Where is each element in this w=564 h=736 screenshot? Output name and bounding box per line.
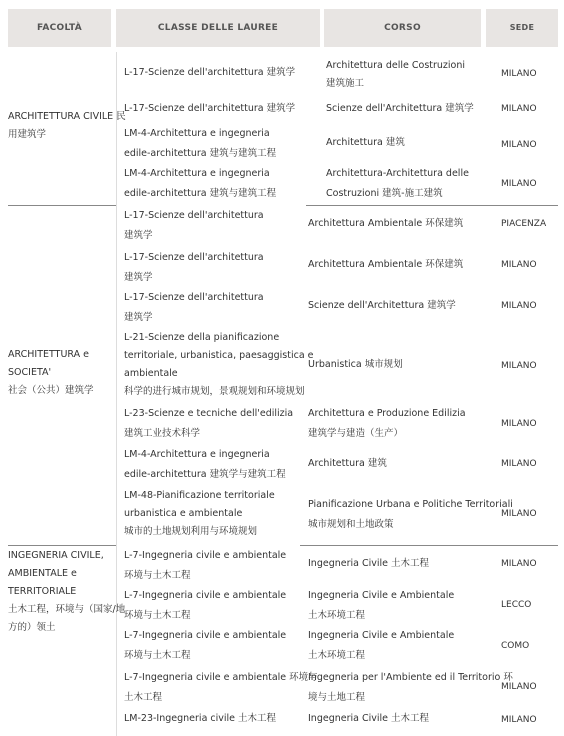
classe-line: 建筑学 bbox=[124, 312, 153, 323]
classe-line: L-23-Scienze e tecniche dell'edilizia bbox=[124, 408, 294, 419]
classe-line: L-17-Scienze dell'architettura 建筑学 bbox=[124, 67, 296, 78]
classe-line: LM-4-Architettura e ingegneria bbox=[124, 449, 270, 460]
corso-line: Scienze dell'Architettura 建筑学 bbox=[326, 103, 474, 114]
faculty-line: AMBIENTALE e bbox=[8, 568, 77, 579]
classe-line: L-7-Ingegneria civile e ambientale bbox=[124, 630, 287, 641]
classe-cell bbox=[124, 668, 318, 708]
classe-line: L-17-Scienze dell'architettura bbox=[124, 292, 264, 303]
header-facolta-label: FACOLTÀ bbox=[36, 23, 83, 33]
classe-line: L-7-Ingegneria civile e ambientale 环境与 bbox=[124, 672, 318, 683]
corso-cell bbox=[308, 495, 513, 535]
corso-line: Architettura e Produzione Edilizia bbox=[308, 408, 466, 419]
corso-line: Architettura Ambientale 环保建筑 bbox=[308, 218, 464, 229]
sede-cell: MILANO bbox=[501, 459, 537, 469]
classe-cell bbox=[124, 404, 293, 444]
sede-cell: MILANO bbox=[501, 715, 537, 725]
faculty-architettura-societa bbox=[8, 346, 94, 400]
corso-cell bbox=[308, 355, 403, 375]
classe-line: edile-architettura 建筑与建筑工程 bbox=[124, 148, 277, 159]
corso-line: Architettura-Architettura delle bbox=[326, 168, 469, 179]
classe-line: L-17-Scienze dell'architettura bbox=[124, 252, 264, 263]
classe-cell bbox=[124, 586, 286, 626]
corso-cell bbox=[326, 57, 465, 93]
header-facolta bbox=[8, 9, 111, 47]
corso-line: Ingegneria Civile 土木工程 bbox=[308, 558, 430, 569]
corso-line: Ingegneria per l'Ambiente ed il Territorio 环 bbox=[308, 672, 513, 683]
corso-cell bbox=[308, 404, 466, 444]
classe-cell bbox=[124, 206, 264, 246]
corso-cell bbox=[308, 626, 454, 666]
corso-line: Architettura delle Costruzioni bbox=[326, 60, 466, 71]
sede-cell: MILANO bbox=[501, 104, 537, 114]
sede-cell: MILANO bbox=[501, 419, 537, 429]
sede-cell: MILANO bbox=[501, 559, 537, 569]
sede-cell: LECCO bbox=[501, 600, 532, 610]
group-separator bbox=[306, 205, 558, 206]
corso-line: Urbanistica 城市规划 bbox=[308, 359, 403, 370]
corso-line: 建筑学与建造（生产） bbox=[308, 428, 404, 439]
classe-cell bbox=[124, 164, 276, 204]
group-separator bbox=[8, 545, 116, 546]
faculty-line: SOCIETA' bbox=[8, 367, 52, 378]
classe-line: LM-4-Architettura e ingegneria bbox=[124, 128, 270, 139]
classe-line: 建筑工业技术科学 bbox=[124, 428, 201, 439]
classe-line: edile-architettura 建筑学与建筑工程 bbox=[124, 469, 286, 480]
classe-cell bbox=[124, 288, 264, 328]
faculty-line: INGEGNERIA CIVILE, bbox=[8, 550, 104, 561]
header-sede bbox=[486, 9, 558, 47]
corso-cell bbox=[326, 133, 405, 153]
faculty-line: ARCHITETTURA CIVILE 民 bbox=[8, 111, 126, 122]
classe-line: 环境与土木工程 bbox=[124, 650, 191, 661]
classe-line: LM-4-Architettura e ingegneria bbox=[124, 168, 270, 179]
corso-line: Architettura 建筑 bbox=[308, 458, 387, 469]
corso-line: Ingegneria Civile 土木工程 bbox=[308, 713, 430, 724]
classe-cell bbox=[124, 124, 276, 164]
classe-line: 环境与土木工程 bbox=[124, 610, 191, 621]
faculty-line: 方的）领土 bbox=[8, 622, 56, 633]
corso-line: 城市规划和土地政策 bbox=[308, 519, 394, 530]
sede-cell: MILANO bbox=[501, 69, 537, 79]
classe-cell bbox=[124, 445, 286, 485]
classe-line: ambientale bbox=[124, 368, 178, 379]
classe-line: L-21-Scienze della pianificazione bbox=[124, 332, 280, 343]
corso-line: 境与土地工程 bbox=[308, 692, 366, 703]
classe-line: 建筑学 bbox=[124, 272, 153, 283]
faculty-line: 社会（公共）建筑学 bbox=[8, 385, 94, 396]
sede-cell: MILANO bbox=[501, 682, 537, 692]
corso-cell bbox=[326, 99, 474, 119]
sede-cell: MILANO bbox=[501, 301, 537, 311]
header-classe bbox=[116, 9, 320, 47]
header-classe-label: CLASSE DELLE LAUREE bbox=[157, 23, 279, 33]
classe-line: 城市的土地规划利用与环境规划 bbox=[124, 526, 258, 537]
corso-line: Architettura Ambientale 环保建筑 bbox=[308, 259, 464, 270]
corso-line: 土木环境工程 bbox=[308, 650, 366, 661]
classe-line: 科学的进行城市规划，景观规划和环境规划 bbox=[124, 386, 305, 397]
corso-cell bbox=[308, 709, 429, 729]
corso-cell bbox=[308, 586, 454, 626]
corso-cell bbox=[326, 164, 469, 204]
faculty-line: TERRITORIALE bbox=[8, 586, 77, 597]
classe-line: 土木工程 bbox=[124, 692, 163, 703]
corso-line: Ingegneria Civile e Ambientale bbox=[308, 630, 455, 641]
classe-cell bbox=[124, 487, 275, 541]
corso-cell bbox=[308, 454, 387, 474]
sede-cell: COMO bbox=[501, 641, 530, 651]
sede-cell: MILANO bbox=[501, 260, 537, 270]
group-separator bbox=[300, 545, 558, 546]
corso-cell bbox=[308, 214, 463, 234]
corso-cell bbox=[308, 554, 429, 574]
corso-line: Costruzioni 建筑-施工建筑 bbox=[326, 188, 443, 199]
classe-cell bbox=[124, 99, 295, 119]
header-corso-label: CORSO bbox=[384, 23, 421, 33]
corso-cell bbox=[308, 668, 513, 708]
classe-line: L-17-Scienze dell'architettura bbox=[124, 210, 264, 221]
corso-line: Scienze dell'Architettura 建筑学 bbox=[308, 300, 456, 311]
corso-line: 建筑施工 bbox=[326, 78, 365, 89]
classe-cell bbox=[124, 248, 264, 288]
header-corso bbox=[324, 9, 481, 47]
classe-cell bbox=[124, 546, 286, 586]
faculty-line: 用建筑学 bbox=[8, 129, 47, 140]
corso-line: 土木环境工程 bbox=[308, 610, 366, 621]
classe-cell bbox=[124, 626, 286, 666]
classe-line: 环境与土木工程 bbox=[124, 570, 191, 581]
corso-cell bbox=[308, 296, 456, 316]
corso-line: Pianificazione Urbana e Politiche Territoriali bbox=[308, 499, 513, 510]
faculty-ingegneria-civile bbox=[8, 547, 125, 637]
sede-cell: MILANO bbox=[501, 179, 537, 189]
classe-cell bbox=[124, 709, 276, 729]
classe-line: L-7-Ingegneria civile e ambientale bbox=[124, 550, 287, 561]
faculty-architettura-civile bbox=[8, 108, 126, 144]
sede-cell: MILANO bbox=[501, 509, 537, 519]
classe-line: L-17-Scienze dell'architettura 建筑学 bbox=[124, 103, 296, 114]
classe-line: LM-48-Pianificazione territoriale bbox=[124, 490, 275, 501]
corso-line: Architettura 建筑 bbox=[326, 137, 405, 148]
classe-cell bbox=[124, 329, 314, 401]
faculty-line: ARCHITETTURA e bbox=[8, 349, 89, 360]
corso-cell bbox=[308, 255, 463, 275]
sede-cell: PIACENZA bbox=[501, 219, 547, 229]
classe-cell bbox=[124, 63, 295, 83]
classe-line: L-7-Ingegneria civile e ambientale bbox=[124, 590, 287, 601]
sede-cell: MILANO bbox=[501, 140, 537, 150]
sede-cell: MILANO bbox=[501, 361, 537, 371]
classe-line: territoriale, urbanistica, paesaggistica e bbox=[124, 350, 314, 361]
classe-line: edile-architettura 建筑与建筑工程 bbox=[124, 188, 277, 199]
classe-line: LM-23-Ingegneria civile 土木工程 bbox=[124, 713, 277, 724]
faculty-line: 土木工程，环境与（国家/地 bbox=[8, 604, 126, 615]
header-sede-label: SEDE bbox=[509, 23, 535, 32]
classe-line: 建筑学 bbox=[124, 230, 153, 241]
classe-line: urbanistica e ambientale bbox=[124, 508, 243, 519]
group-separator bbox=[8, 205, 116, 206]
corso-line: Ingegneria Civile e Ambientale bbox=[308, 590, 455, 601]
